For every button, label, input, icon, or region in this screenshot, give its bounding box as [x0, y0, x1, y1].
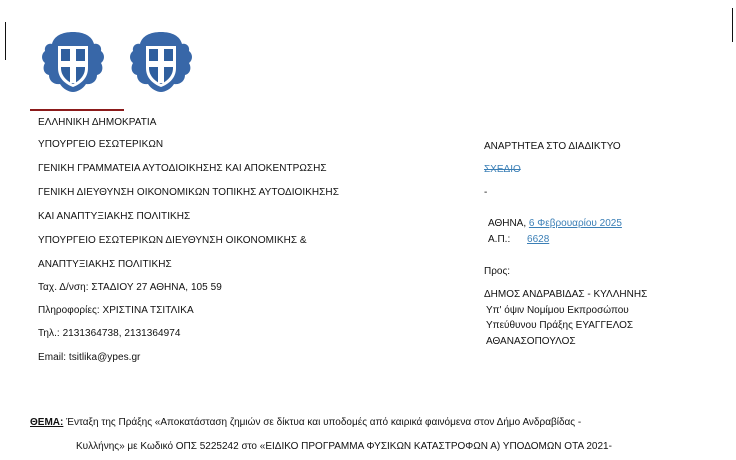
document-date[interactable]: 6 Φεβρουαρίου 2025	[528, 218, 622, 229]
draft-mark: ΣΧΕΔΙΟ	[484, 164, 521, 175]
subject-line	[30, 417, 730, 428]
sender-contact-person: Πληροφορίες: ΧΡΙΣΤΙΝΑ ΤΣΙΤΛΙΚΑ	[38, 305, 194, 316]
sender-line: ΑΝΑΠΤΥΞΙΑΚΗΣ ΠΟΛΙΤΙΚΗΣ	[38, 259, 172, 270]
sender-line: ΥΠΟΥΡΓΕΙΟ ΕΣΩΤΕΡΙΚΩΝ ΔΙΕΥΘΥΝΣΗ ΟΙΚΟΝΟΜΙΚΗΣ &	[38, 235, 307, 246]
greek-emblem-icon	[38, 28, 108, 98]
recipient-line: Υπ' όψιν Νομίμου Εκπροσώπου	[486, 305, 629, 316]
city-label: ΑΘΗΝΑ,	[488, 218, 527, 229]
recipient-line: ΑΘΑΝΑΣΟΠΟΥΛΟΣ	[486, 336, 576, 347]
protocol-label: Α.Π.:	[488, 234, 511, 245]
sender-line: ΥΠΟΥΡΓΕΙΟ ΕΣΩΤΕΡΙΚΩΝ	[38, 139, 164, 150]
recipient-label: Προς:	[484, 266, 511, 277]
subject-label: ΘΕΜΑ:	[30, 417, 64, 428]
sender-line: ΓΕΝΙΚΗ ΓΡΑΜΜΑΤΕΙΑ ΑΥΤΟΔΙΟΙΚΗΣΗΣ ΚΑΙ ΑΠΟΚΕΝΤΡΩΣΗΣ	[38, 163, 327, 174]
date-line	[488, 218, 622, 229]
recipient-line: Υπεύθυνου Πράξης ΕΥΑΓΓΕΛΟΣ	[486, 320, 634, 331]
recipient-line: ΔΗΜΟΣ ΑΝΔΡΑΒΙΔΑΣ - ΚΥΛΛΗΝΗΣ	[484, 289, 648, 300]
subject-text: Ένταξη της Πράξης «Αποκατάσταση ζημιών σε δίκτυα και υποδομές από καιρικά φαινόμενα στον Δήμο Ανδραβίδας -	[63, 417, 582, 428]
sender-address: Ταχ. Δ/νση: ΣΤΑΔΙΟΥ 27 ΑΘΗΝΑ, 105 59	[38, 282, 222, 293]
left-margin-rule	[5, 22, 6, 60]
protocol-number[interactable]: 6628	[527, 234, 550, 245]
posting-notice: ΑΝΑΡΤΗΤΕΑ ΣΤΟ ΔΙΑΔΙΚΤΥΟ	[484, 141, 621, 152]
sender-line: ΓΕΝΙΚΗ ΔΙΕΥΘΥΝΣΗ ΟΙΚΟΝΟΜΙΚΩΝ ΤΟΠΙΚΗΣ ΑΥΤΟΔΙΟΙΚΗΣΗΣ	[38, 187, 339, 198]
sender-email: Email: tsitlika@ypes.gr	[38, 352, 141, 363]
subject-continuation: Κυλλήνης» με Κωδικό ΟΠΣ 5225242 στο «ΕΙΔΙΚΟ ΠΡΟΓΡΑΜΜΑ ΦΥΣΙΚΩΝ ΚΑΤΑΣΤΡΟΦΩΝ Α) ΥΠΟΔΟΜΩΝ ΟΤΑ 2021-	[76, 441, 612, 452]
protocol-line	[488, 234, 549, 245]
sender-phone: Τηλ.: 2131364738, 2131364974	[38, 328, 181, 339]
header-divider	[30, 109, 124, 111]
right-margin-rule	[732, 8, 733, 42]
sender-line: ΚΑΙ ΑΝΑΠΤΥΞΙΑΚΗΣ ΠΟΛΙΤΙΚΗΣ	[38, 211, 191, 222]
placeholder-dash: -	[484, 187, 488, 198]
sender-line: ΕΛΛΗΝΙΚΗ ΔΗΜΟΚΡΑΤΙΑ	[38, 117, 157, 128]
greek-emblem-icon	[126, 28, 196, 98]
